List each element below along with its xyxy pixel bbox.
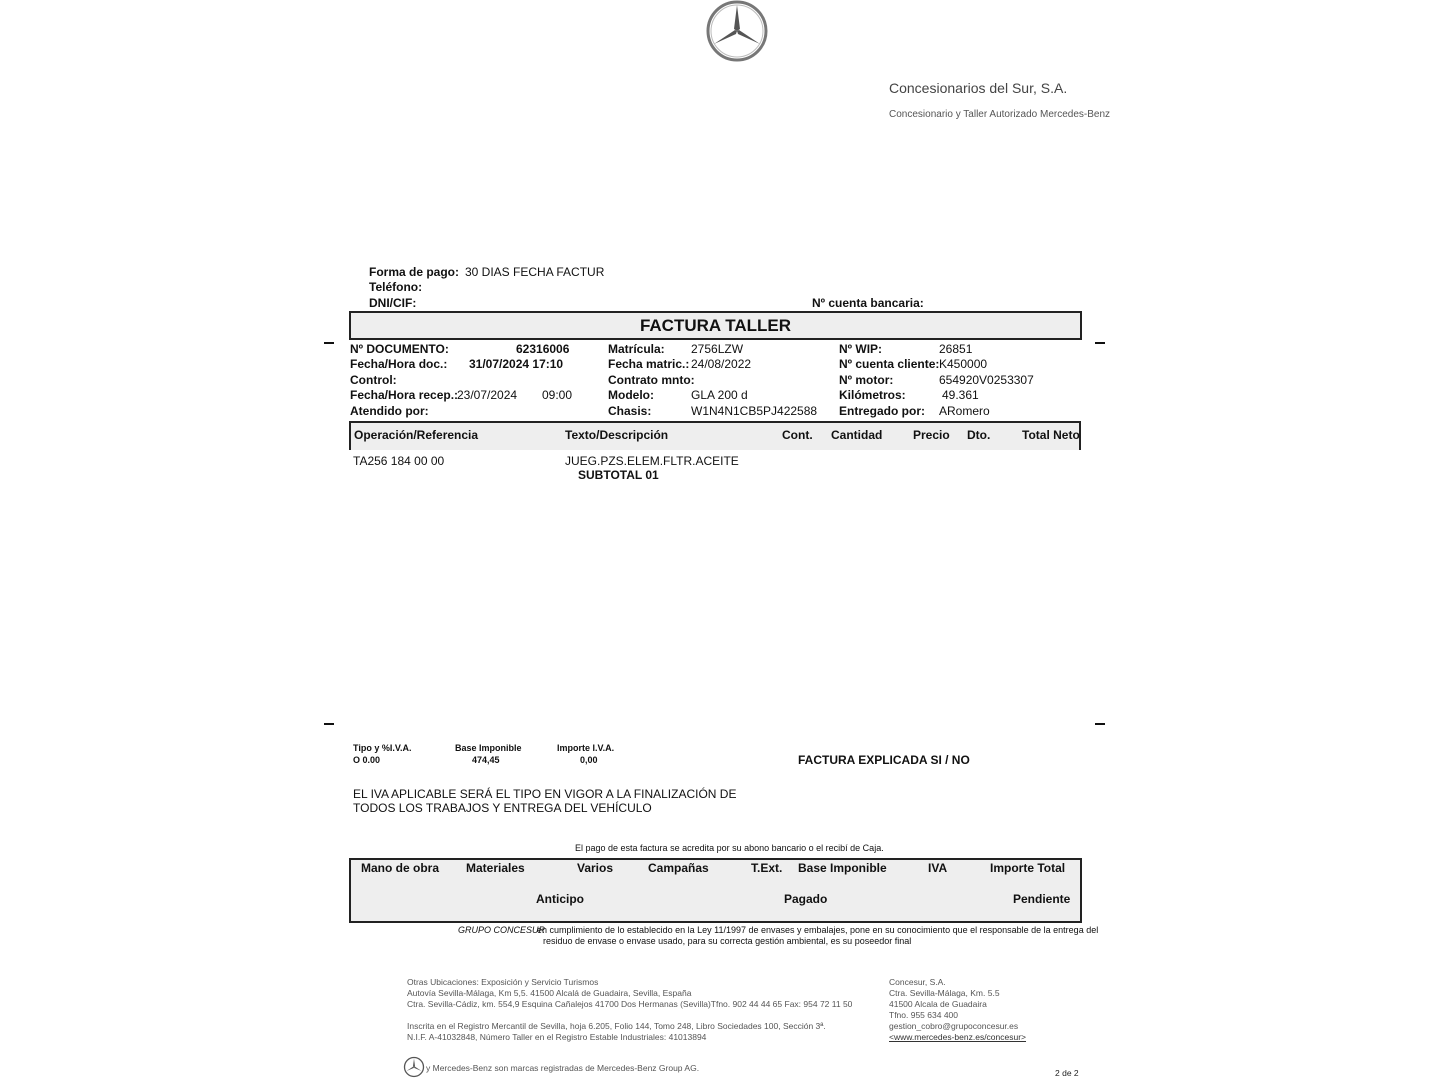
vat-type-label: Tipo y %I.V.A. xyxy=(353,743,412,753)
totals-base: Base Imponible xyxy=(798,861,887,875)
totals-advance: Anticipo xyxy=(536,892,584,906)
mercedes-star-small-logo xyxy=(403,1056,425,1078)
col-header-ref: Operación/Referencia xyxy=(354,428,479,442)
footer-location-1: Autovía Sevilla-Málaga, Km 5,5. 41500 Alcalá de Guadaira, Sevilla, España xyxy=(407,988,692,998)
plate-label: Matrícula: xyxy=(608,342,665,356)
reception-label: Fecha/Hora recep.: xyxy=(350,388,459,402)
plate-value: 2756LZW xyxy=(691,342,744,356)
crop-mark xyxy=(1095,723,1105,725)
vat-type-value: O 0.00 xyxy=(353,755,381,765)
chassis-value: W1N4N1CB5PJ422588 xyxy=(691,404,818,418)
footer-email: gestion_cobro@grupoconcesur.es xyxy=(889,1021,1019,1031)
totals-pending: Pendiente xyxy=(1013,892,1071,906)
reception-date: 23/07/2024 xyxy=(457,388,518,402)
table-row-desc: JUEG.PZS.ELEM.FLTR.ACEITE xyxy=(565,454,739,468)
legal-group: GRUPO CONCESUR xyxy=(458,925,546,935)
dni-label: DNI/CIF: xyxy=(369,296,417,310)
subtotal-label: SUBTOTAL 01 xyxy=(578,468,659,482)
vat-base-label: Base Imponible xyxy=(455,743,522,753)
vat-note-line1: EL IVA APLICABLE SERÁ EL TIPO EN VIGOR A LA FINALIZACIÓN DE xyxy=(353,787,737,801)
totals-box xyxy=(349,858,1082,923)
footer-address-1: Ctra. Sevilla-Málaga, Km. 5.5 xyxy=(889,988,1000,998)
model-value: GLA 200 d xyxy=(691,388,748,402)
footer-website-link[interactable]: <www.mercedes-benz.es/concesur> xyxy=(889,1032,1027,1042)
legal-line2: residuo de envase o envase usado, para su correcta gestión ambiental, es su poseedor final xyxy=(543,936,912,946)
delivered-label: Entregado por: xyxy=(839,404,925,418)
footer-address-2: 41500 Alcala de Guadaira xyxy=(889,999,987,1009)
crop-mark xyxy=(324,723,334,725)
payment-note: El pago de esta factura se acredita por su abono bancario o el recibí de Caja. xyxy=(575,843,884,853)
model-label: Modelo: xyxy=(608,388,654,402)
totals-materials: Materiales xyxy=(466,861,525,875)
regdate-label: Fecha matric.: xyxy=(608,357,690,371)
payment-label: Forma de pago: xyxy=(369,265,460,279)
col-header-total: Total Neto xyxy=(1022,428,1080,442)
invoice-explained: FACTURA EXPLICADA SI / NO xyxy=(798,753,970,767)
wip-label: Nº WIP: xyxy=(839,342,883,356)
totals-text: T.Ext. xyxy=(751,861,783,875)
doc-number-label: Nº DOCUMENTO: xyxy=(350,342,449,356)
chassis-label: Chasis: xyxy=(608,404,652,418)
doc-date-value: 31/07/2024 17:10 xyxy=(469,357,564,371)
totals-labour: Mano de obra xyxy=(361,861,440,875)
crop-mark xyxy=(324,342,334,344)
invoice-title: FACTURA TALLER xyxy=(639,316,792,335)
company-name: Concesionarios del Sur, S.A. xyxy=(889,80,1068,96)
col-header-price: Precio xyxy=(913,428,950,442)
col-header-cont: Cont. xyxy=(782,428,813,442)
wip-value: 26851 xyxy=(939,342,973,356)
doc-number-value: 62316006 xyxy=(516,342,570,356)
totals-paid: Pagado xyxy=(784,892,828,906)
payment-value: 30 DIAS FECHA FACTUR xyxy=(465,265,605,279)
footer-registry: Inscrita en el Registro Mercantil de Sevilla, hoja 6.205, Folio 144, Tomo 248, Libro Sociedades 100, Sección 3ª. xyxy=(407,1021,826,1031)
vat-base-value: 474,45 xyxy=(472,755,500,765)
totals-campaigns: Campañas xyxy=(648,861,709,875)
totals-various: Varios xyxy=(577,861,614,875)
doc-date-label: Fecha/Hora doc.: xyxy=(350,357,448,371)
delivered-value: ARomero xyxy=(939,404,990,418)
client-account-value: K450000 xyxy=(939,357,988,371)
legal-line1: en cumplimiento de lo establecido en la Ley 11/1997 de envases y embalajes, pone en su conocimiento que el responsable de la entrega del xyxy=(537,925,1099,935)
crop-mark xyxy=(1095,342,1105,344)
totals-vat: IVA xyxy=(928,861,948,875)
footer-nif: N.I.F. A-41032848, Número Taller en el Registro Estable Industriales: 41013894 xyxy=(407,1032,707,1042)
regdate-value: 24/08/2022 xyxy=(691,357,752,371)
engine-label: Nº motor: xyxy=(839,373,894,387)
footer-phone: Tfno. 955 634 400 xyxy=(889,1010,959,1020)
km-label: Kilómetros: xyxy=(839,388,906,402)
table-row-ref: TA256 184 00 00 xyxy=(353,454,445,468)
table-left-border xyxy=(349,421,351,450)
col-header-desc: Texto/Descripción xyxy=(565,428,669,442)
invoice-title-box xyxy=(349,311,1082,340)
mercedes-star-logo xyxy=(704,0,770,62)
page-number: 2 de 2 xyxy=(1055,1068,1079,1078)
phone-label: Teléfono: xyxy=(369,280,423,294)
control-label: Control: xyxy=(350,373,397,387)
vat-amount-label: Importe I.V.A. xyxy=(557,743,615,753)
km-value: 49.361 xyxy=(942,388,979,402)
trademark-note: y Mercedes-Benz son marcas registradas de Mercedes-Benz Group AG. xyxy=(426,1063,700,1073)
company-tagline: Concesionario y Taller Autorizado Mercedes-Benz xyxy=(889,109,1111,120)
col-header-qty: Cantidad xyxy=(831,428,883,442)
reception-time: 09:00 xyxy=(542,388,573,402)
contract-label: Contrato mnto: xyxy=(608,373,695,387)
bank-account-label: Nº cuenta bancaria: xyxy=(812,296,924,310)
footer-locations-title: Otras Ubicaciones: Exposición y Servicio Turismos xyxy=(407,977,599,987)
footer-company: Concesur, S.A. xyxy=(889,977,946,987)
vat-amount-value: 0,00 xyxy=(580,755,598,765)
vat-note-line2: TODOS LOS TRABAJOS Y ENTREGA DEL VEHÍCULO xyxy=(353,801,652,815)
engine-value: 654920V0253307 xyxy=(939,373,1034,387)
col-header-discount: Dto. xyxy=(967,428,991,442)
client-account-label: Nº cuenta cliente: xyxy=(839,357,940,371)
totals-grand: Importe Total xyxy=(990,861,1066,875)
footer-location-2: Ctra. Sevilla-Cádiz, km. 554,9 Esquina Cañalejos 41700 Dos Hermanas (Sevilla)Tfno. 902 44 44 65 Fax: 954 72 11 50 xyxy=(407,999,853,1009)
attended-label: Atendido por: xyxy=(350,404,429,418)
